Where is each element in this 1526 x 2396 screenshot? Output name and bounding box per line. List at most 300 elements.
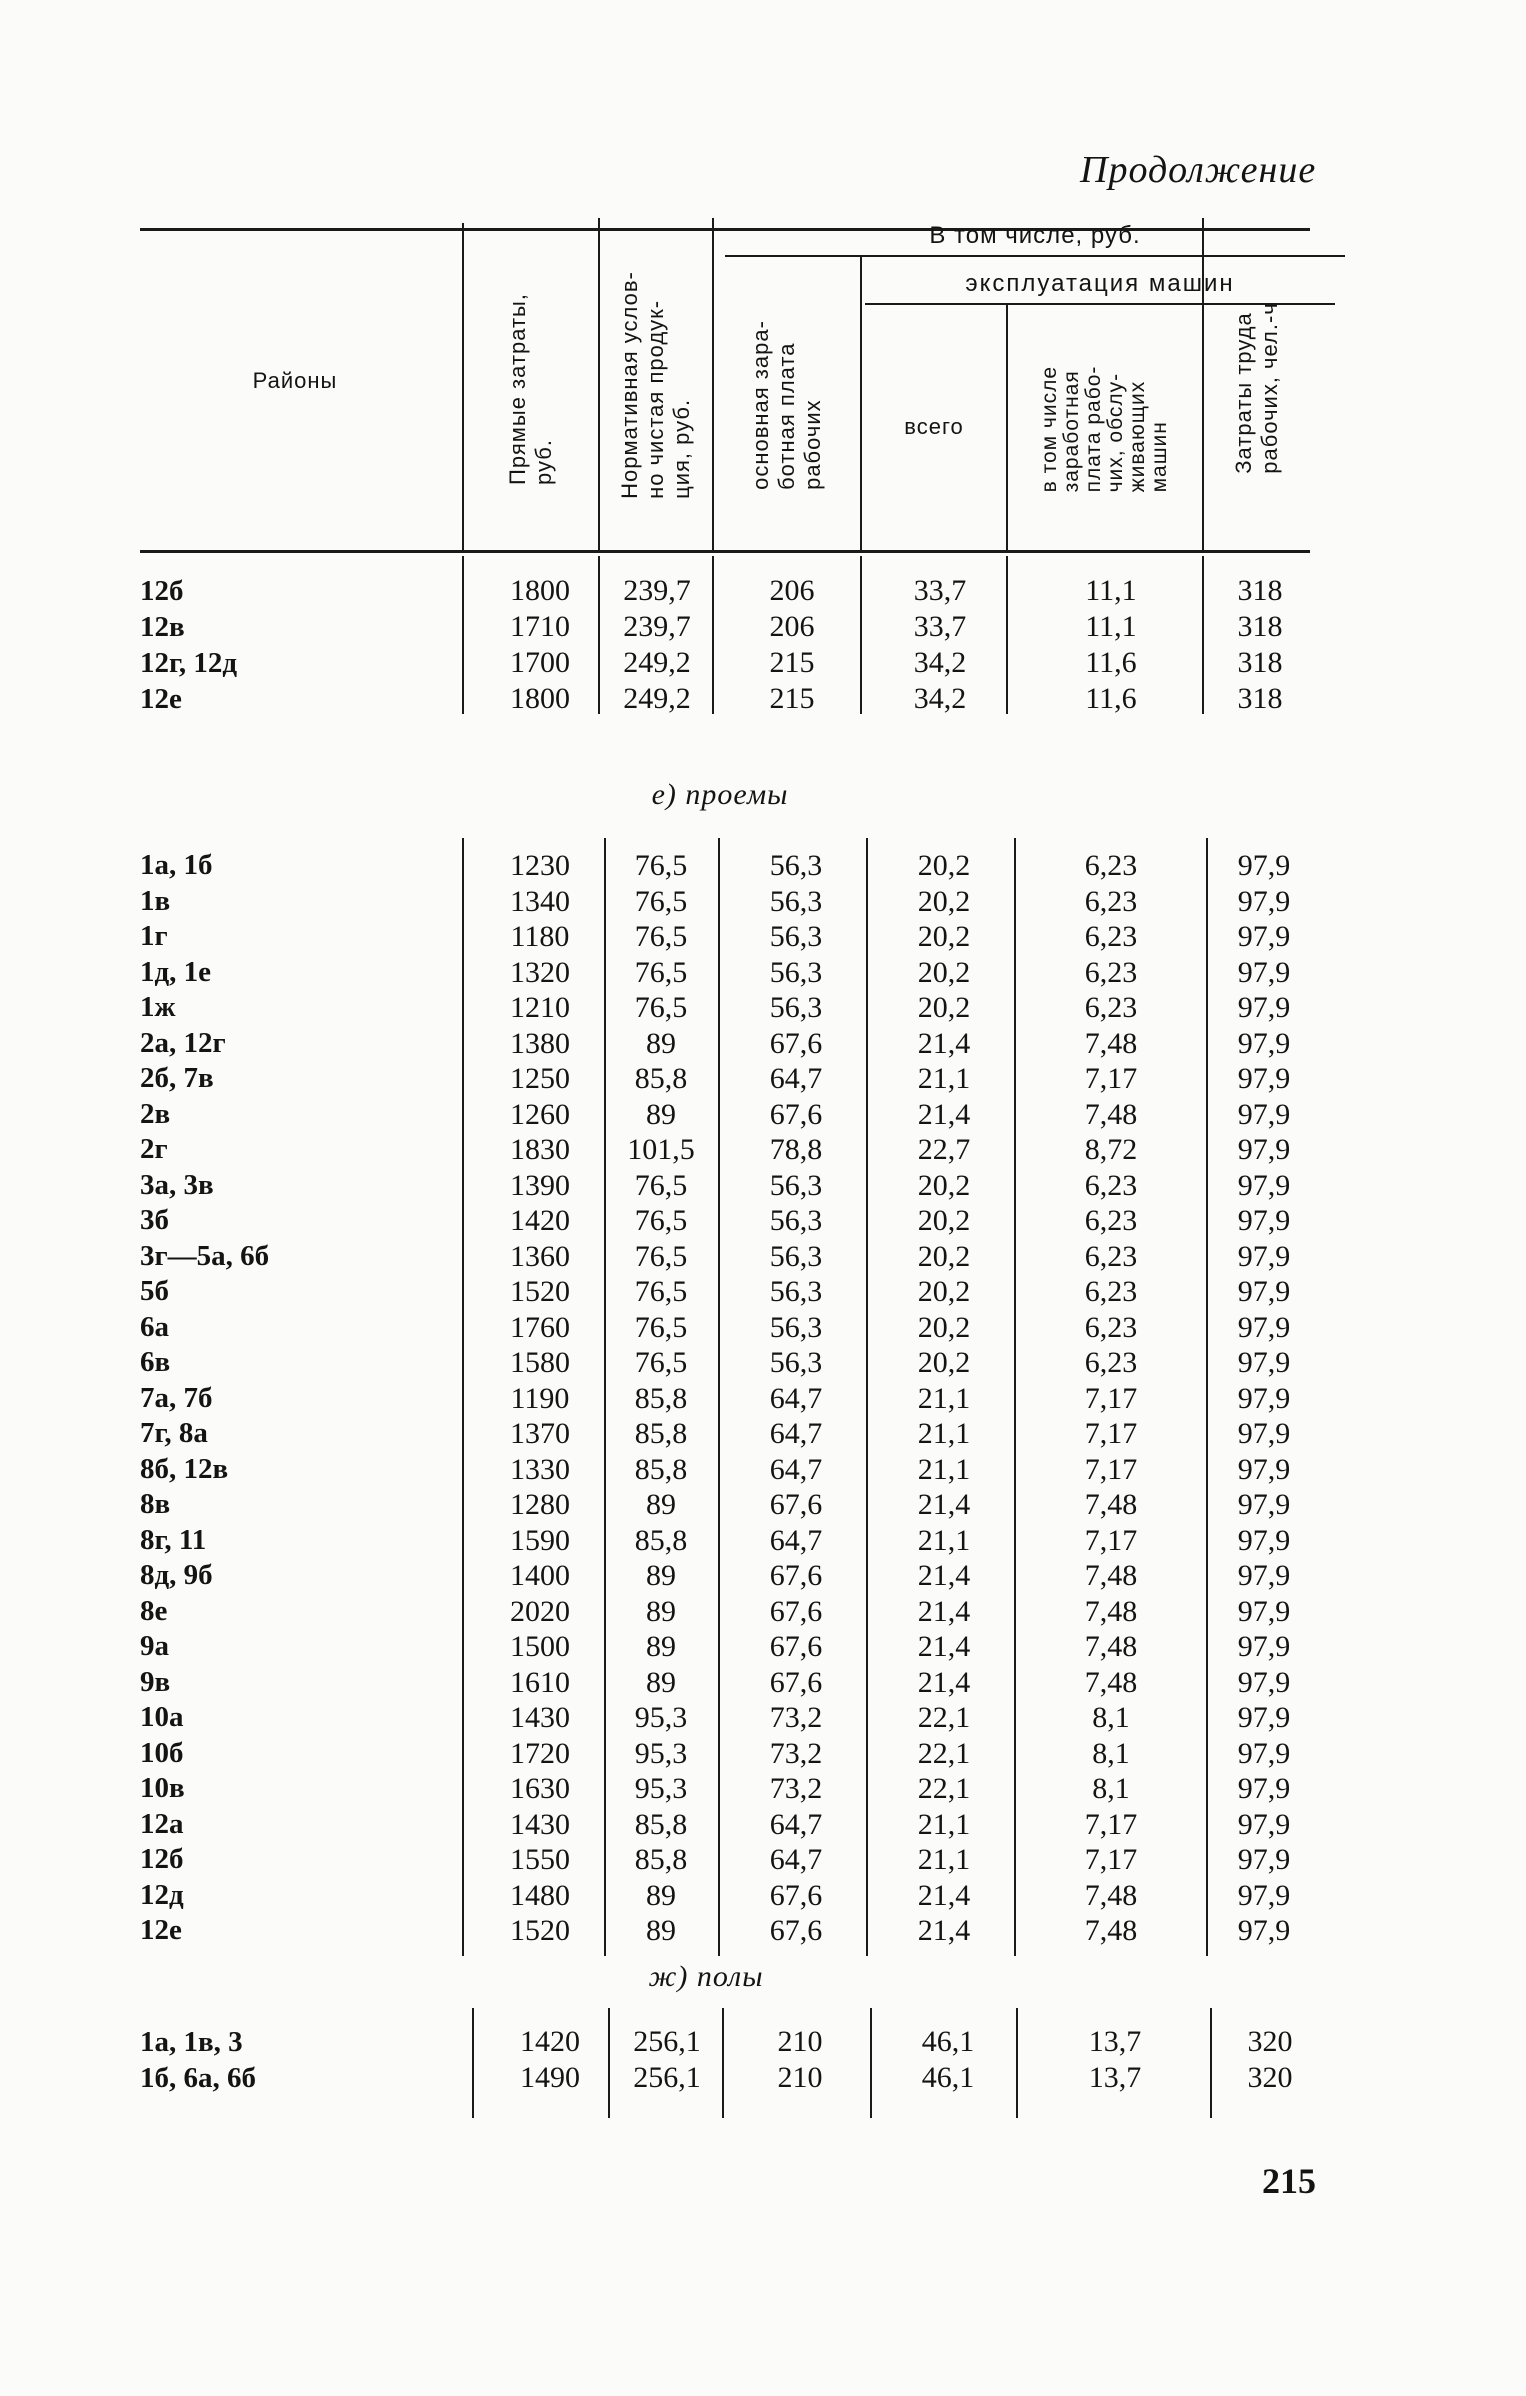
machines-total-cell: 46,1: [921, 2025, 975, 2058]
base-wage-cell: 56,3: [769, 1310, 823, 1344]
region-cell: 2в: [140, 1097, 171, 1130]
machine-wage-cell: 7,48: [1084, 1630, 1138, 1663]
base-wage-cell: 56,3: [769, 849, 823, 882]
base-wage-cell: 215: [769, 646, 815, 679]
normative-product-cell: 85,8: [634, 1807, 688, 1841]
normative-product-cell: 89: [646, 1488, 676, 1521]
normative-product-cell: 85,8: [634, 1523, 688, 1557]
labor-cell: 97,9: [1237, 1310, 1291, 1344]
labor-column: [1220, 2024, 1320, 2096]
normative-product-column: [602, 573, 712, 717]
region-cell: 5б: [140, 1275, 169, 1307]
direct-costs-cell: 1210: [510, 991, 570, 1024]
machine-wage-cell: 6,23: [1084, 920, 1138, 953]
labor-cell: 97,9: [1237, 1452, 1291, 1486]
region-cell: 12в: [140, 611, 185, 643]
direct-costs-cell: 1800: [510, 682, 570, 715]
base-wage-cell: 67,6: [769, 1665, 823, 1699]
machines-total-cell: 21,1: [917, 1062, 971, 1095]
normative-product-cell: 89: [646, 1630, 676, 1663]
region-cell: 9а: [140, 1630, 169, 1662]
labor-cell: 97,9: [1237, 1026, 1291, 1060]
header-base-wage: [714, 262, 860, 548]
direct-costs-cell: 1320: [510, 955, 570, 989]
base-wage-cell: 67,6: [769, 1878, 823, 1912]
machines-total-cell: 22,1: [917, 1736, 971, 1770]
region-cell: 3г—5а, 6б: [140, 1239, 270, 1272]
machines-total-column: [878, 2024, 1018, 2096]
labor-cell: 97,9: [1237, 1736, 1291, 1770]
region-column: [140, 848, 440, 1949]
direct-costs-cell: 1550: [510, 1843, 570, 1876]
machine-wage-column: [1026, 848, 1196, 1949]
labor-cell: 97,9: [1237, 1665, 1291, 1699]
machine-wage-cell: 8,1: [1092, 1701, 1130, 1734]
region-cell: 12г, 12д: [140, 647, 238, 679]
machines-total-cell: 21,4: [917, 1594, 971, 1628]
machine-wage-cell: 8,1: [1092, 1736, 1130, 1770]
header-machine-wage: [1008, 310, 1202, 548]
normative-product-cell: 256,1: [633, 2061, 701, 2094]
machines-total-cell: 21,4: [917, 1488, 971, 1521]
labor-cell: 97,9: [1237, 1417, 1291, 1450]
header-line: чих, обслу-: [1104, 372, 1127, 493]
normative-product-cell: 76,5: [634, 1310, 688, 1344]
region-cell: 12д: [140, 1878, 184, 1911]
machines-total-cell: 20,2: [917, 1310, 971, 1344]
machine-wage-cell: 6,23: [1084, 991, 1138, 1024]
base-wage-column: [722, 573, 862, 717]
normative-product-cell: 85,8: [634, 1843, 688, 1876]
header-line: в том числе: [1038, 365, 1061, 493]
machine-wage-cell: 7,48: [1084, 1914, 1138, 1947]
header-line: рабочих, чел.-ч: [1257, 302, 1282, 474]
machines-total-cell: 21,4: [917, 1026, 971, 1060]
direct-costs-cell: 1430: [510, 1807, 570, 1841]
header-line: Нормативная услов-: [617, 271, 642, 499]
region-cell: 8в: [140, 1488, 171, 1520]
base-wage-cell: 56,3: [769, 1204, 823, 1237]
machine-wage-cell: 7,48: [1084, 1878, 1138, 1912]
machines-total-cell: 20,2: [917, 991, 971, 1024]
header-line: рабочих: [800, 399, 825, 490]
region-cell: 10в: [140, 1772, 185, 1804]
labor-cell: 97,9: [1237, 849, 1291, 882]
base-wage-cell: 56,3: [769, 920, 823, 953]
machine-wage-cell: 6,23: [1084, 884, 1138, 918]
machines-total-column: [874, 848, 1014, 1949]
header-line: машин: [1148, 421, 1171, 493]
machine-wage-cell: 7,48: [1084, 1665, 1138, 1699]
base-wage-column: [726, 848, 866, 1949]
direct-costs-cell: 1420: [510, 1204, 570, 1237]
machines-total-cell: 20,2: [917, 1168, 971, 1202]
direct-costs-cell: 1760: [510, 1310, 570, 1344]
normative-product-cell: 89: [646, 1559, 676, 1592]
labor-column: [1210, 573, 1310, 717]
base-wage-cell: 56,3: [769, 1239, 823, 1273]
direct-costs-cell: 1190: [510, 1381, 570, 1415]
header-normative-product: [600, 222, 712, 548]
region-cell: 12е: [140, 683, 182, 715]
region-cell: 10а: [140, 1701, 184, 1733]
machines-total-cell: 20,2: [917, 1346, 971, 1379]
machines-total-cell: 20,2: [917, 884, 971, 918]
normative-product-cell: 239,7: [623, 574, 691, 607]
labor-cell: 97,9: [1237, 1097, 1291, 1131]
header-direct-costs: [464, 230, 598, 548]
direct-costs-cell: 1630: [510, 1772, 570, 1805]
machine-wage-cell: 11,6: [1085, 682, 1137, 715]
region-cell: 1г: [140, 920, 168, 952]
machine-wage-cell: 6,23: [1084, 955, 1138, 989]
labor-cell: 97,9: [1237, 1878, 1291, 1912]
machines-total-cell: 22,1: [917, 1701, 971, 1734]
machines-total-cell: 21,4: [917, 1665, 971, 1699]
base-wage-cell: 56,3: [769, 1168, 823, 1202]
machine-wage-cell: 13,7: [1088, 2061, 1142, 2094]
labor-cell: 97,9: [1237, 1346, 1291, 1379]
direct-costs-cell: 1700: [510, 646, 570, 679]
direct-costs-cell: 1720: [510, 1736, 570, 1770]
machine-wage-cell: 11,6: [1085, 646, 1137, 679]
region-cell: 12е: [140, 1914, 182, 1946]
machine-wage-cell: 7,48: [1084, 1559, 1138, 1592]
labor-cell: 97,9: [1237, 1381, 1291, 1415]
normative-product-cell: 76,5: [634, 1346, 688, 1379]
region-cell: 2б, 7в: [140, 1062, 214, 1094]
region-cell: 1а, 1б: [140, 849, 213, 881]
region-cell: 12б: [140, 575, 184, 607]
normative-product-cell: 89: [646, 1665, 676, 1699]
machines-total-cell: 21,1: [917, 1523, 971, 1557]
base-wage-cell: 64,7: [769, 1452, 823, 1486]
direct-costs-cell: 1590: [510, 1523, 570, 1557]
normative-product-cell: 76,5: [634, 1275, 688, 1308]
machines-total-cell: 21,4: [917, 1097, 971, 1131]
machine-wage-cell: 7,17: [1084, 1452, 1138, 1486]
normative-product-cell: 76,5: [634, 884, 688, 918]
normative-product-cell: 76,5: [634, 920, 688, 953]
direct-costs-cell: 1230: [510, 849, 570, 882]
region-cell: 9в: [140, 1665, 171, 1698]
labor-cell: 97,9: [1237, 1843, 1291, 1876]
machine-wage-cell: 7,17: [1084, 1807, 1138, 1841]
base-wage-cell: 56,3: [769, 1346, 823, 1379]
labor-cell: 97,9: [1237, 1133, 1291, 1166]
labor-cell: 97,9: [1237, 1630, 1291, 1663]
region-cell: 1а, 1в, 3: [140, 2026, 243, 2058]
direct-costs-cell: 1330: [510, 1452, 570, 1486]
machine-wage-cell: 7,48: [1084, 1594, 1138, 1628]
normative-product-cell: 249,2: [623, 646, 691, 679]
machine-wage-cell: 11,1: [1085, 610, 1137, 643]
header-line: ботная плата: [774, 342, 799, 490]
region-cell: 10б: [140, 1736, 184, 1769]
region-cell: 2г: [140, 1133, 168, 1165]
normative-product-cell: 89: [646, 1026, 676, 1060]
header-divider: [860, 257, 862, 550]
header-line: заработная: [1060, 370, 1083, 493]
labor-cell: 97,9: [1237, 955, 1291, 989]
direct-costs-cell: 1520: [510, 1275, 570, 1308]
machine-wage-cell: 7,17: [1084, 1417, 1138, 1450]
labor-cell: 97,9: [1237, 1239, 1291, 1273]
base-wage-cell: 64,7: [769, 1523, 823, 1557]
header-line: Затраты труда: [1231, 312, 1256, 474]
normative-product-cell: 76,5: [634, 1204, 688, 1237]
direct-costs-cell: 1390: [510, 1168, 570, 1202]
header-line: руб.: [531, 439, 556, 485]
normative-product-cell: 89: [646, 1594, 676, 1628]
region-cell: 3а, 3в: [140, 1168, 214, 1201]
normative-product-cell: 89: [646, 1914, 676, 1947]
base-wage-cell: 73,2: [769, 1736, 823, 1770]
region-cell: 12б: [140, 1843, 184, 1875]
machine-wage-cell: 7,17: [1084, 1062, 1138, 1095]
labor-cell: 97,9: [1237, 1807, 1291, 1841]
header-total: всего: [904, 414, 964, 439]
normative-product-cell: 85,8: [634, 1417, 688, 1450]
machines-total-cell: 20,2: [917, 955, 971, 989]
direct-costs-cell: 1490: [520, 2061, 580, 2094]
machines-total-cell: 22,7: [917, 1133, 971, 1166]
machine-wage-cell: 6,23: [1084, 1168, 1138, 1202]
region-cell: 1д, 1е: [140, 955, 212, 988]
region-cell: 7г, 8а: [140, 1417, 208, 1449]
direct-costs-cell: 2020: [510, 1594, 570, 1628]
machine-wage-cell: 6,23: [1084, 1275, 1138, 1308]
direct-costs-cell: 1830: [510, 1133, 570, 1166]
direct-costs-cell: 1710: [510, 610, 570, 643]
region-cell: 1ж: [140, 991, 176, 1023]
header-labor: [1204, 228, 1310, 548]
normative-product-cell: 76,5: [634, 849, 688, 882]
labor-cell: 97,9: [1237, 1488, 1291, 1521]
direct-costs-cell: 1420: [520, 2025, 580, 2058]
machine-wage-cell: 7,48: [1084, 1097, 1138, 1131]
machine-wage-cell: 6,23: [1084, 1239, 1138, 1273]
machine-wage-cell: 11,1: [1085, 574, 1137, 607]
normative-product-cell: 89: [646, 1097, 676, 1131]
labor-cell: 318: [1237, 682, 1283, 715]
labor-cell: 97,9: [1237, 1523, 1291, 1557]
base-wage-column: [730, 2024, 870, 2096]
direct-costs-cell: 1610: [510, 1665, 570, 1699]
machines-total-cell: 21,1: [917, 1807, 971, 1841]
direct-costs-cell: 1430: [510, 1701, 570, 1734]
machines-total-cell: 20,2: [917, 1204, 971, 1237]
normative-product-cell: 89: [646, 1878, 676, 1912]
labor-column: [1214, 848, 1314, 1949]
base-wage-cell: 73,2: [769, 1772, 823, 1805]
direct-costs-cell: 1480: [510, 1878, 570, 1912]
labor-cell: 97,9: [1237, 1275, 1291, 1308]
region-cell: 8е: [140, 1594, 168, 1627]
machines-total-cell: 46,1: [921, 2061, 975, 2094]
machine-wage-cell: 8,1: [1092, 1772, 1130, 1805]
normative-product-cell: 76,5: [634, 1239, 688, 1273]
machines-total-cell: 33,7: [913, 610, 967, 643]
base-wage-cell: 67,6: [769, 1097, 823, 1131]
direct-costs-cell: 1180: [510, 920, 570, 953]
region-cell: 7а, 7б: [140, 1381, 213, 1414]
machine-wage-cell: 7,48: [1084, 1026, 1138, 1060]
normative-product-column: [606, 848, 716, 1949]
section-block-openings: [140, 848, 1310, 1958]
labor-cell: 320: [1247, 2025, 1293, 2058]
region-cell: 8г, 11: [140, 1523, 207, 1556]
labor-cell: 97,9: [1237, 991, 1291, 1024]
direct-costs-cell: 1400: [510, 1559, 570, 1592]
base-wage-cell: 73,2: [769, 1701, 823, 1734]
section-title-openings: е) проемы: [651, 778, 789, 811]
machines-total-cell: 34,2: [913, 646, 967, 679]
base-wage-cell: 67,6: [769, 1630, 823, 1663]
base-wage-cell: 56,3: [769, 884, 823, 918]
machine-wage-cell: 13,7: [1088, 2025, 1142, 2058]
machine-wage-cell: 8,72: [1084, 1133, 1138, 1166]
direct-costs-column: [490, 2024, 610, 2096]
direct-costs-column: [480, 848, 600, 1949]
machines-total-cell: 21,4: [917, 1878, 971, 1912]
direct-costs-cell: 1380: [510, 1026, 570, 1060]
direct-costs-cell: 1520: [510, 1914, 570, 1947]
direct-costs-cell: 1250: [510, 1062, 570, 1095]
region-cell: 1в: [140, 884, 171, 917]
region-cell: 8д, 9б: [140, 1559, 213, 1591]
region-cell: 2а, 12г: [140, 1026, 226, 1059]
labor-cell: 318: [1237, 574, 1283, 607]
normative-product-cell: 249,2: [623, 682, 691, 715]
machines-total-cell: 21,4: [917, 1630, 971, 1663]
labor-cell: 97,9: [1237, 1772, 1291, 1805]
base-wage-cell: 56,3: [769, 955, 823, 989]
machines-total-cell: 34,2: [913, 682, 967, 715]
normative-product-cell: 256,1: [633, 2025, 701, 2058]
normative-product-cell: 76,5: [634, 991, 688, 1024]
base-wage-cell: 206: [769, 610, 815, 643]
machine-wage-column: [1030, 2024, 1200, 2096]
labor-cell: 97,9: [1237, 1594, 1291, 1628]
normative-product-cell: 85,8: [634, 1452, 688, 1486]
labor-cell: 97,9: [1237, 920, 1291, 953]
machines-total-cell: 21,4: [917, 1559, 971, 1592]
direct-costs-cell: 1340: [510, 884, 570, 918]
header-line: но чистая продук-: [643, 299, 668, 499]
direct-costs-cell: 1370: [510, 1417, 570, 1450]
machines-total-cell: 20,2: [917, 1275, 971, 1308]
machines-total-cell: 20,2: [917, 849, 971, 882]
direct-costs-column: [480, 573, 600, 717]
region-column: [140, 573, 440, 717]
base-wage-cell: 64,7: [769, 1807, 823, 1841]
base-wage-cell: 78,8: [769, 1133, 823, 1166]
machines-total-cell: 21,4: [917, 1914, 971, 1947]
machine-wage-cell: 6,23: [1084, 1346, 1138, 1379]
region-cell: 6а: [140, 1310, 169, 1343]
header-line: основная зара-: [748, 320, 773, 490]
machines-total-cell: 21,1: [917, 1452, 971, 1486]
region-cell: 6в: [140, 1346, 171, 1378]
machines-total-cell: 33,7: [913, 574, 967, 607]
region-cell: 1б, 6а, 6б: [140, 2062, 256, 2094]
machine-wage-cell: 7,48: [1084, 1488, 1138, 1521]
labor-cell: 97,9: [1237, 884, 1291, 918]
direct-costs-cell: 1500: [510, 1630, 570, 1663]
header-line: плата рабо-: [1082, 365, 1105, 493]
region-cell: 3б: [140, 1204, 169, 1236]
normative-product-cell: 101,5: [627, 1133, 695, 1166]
labor-cell: 97,9: [1237, 1559, 1291, 1592]
page-header-continuation: Продолжение: [1080, 149, 1317, 191]
base-wage-cell: 64,7: [769, 1417, 823, 1450]
machine-wage-cell: 6,23: [1084, 849, 1138, 882]
header-bottom-rule: [140, 550, 1310, 553]
machines-total-column: [870, 573, 1010, 717]
direct-costs-cell: 1260: [510, 1097, 570, 1131]
normative-product-cell: 239,7: [623, 610, 691, 643]
base-wage-cell: 56,3: [769, 1275, 823, 1308]
base-wage-cell: 210: [777, 2025, 823, 2058]
header-regions: Районы: [252, 368, 338, 393]
machines-total-cell: 20,2: [917, 920, 971, 953]
machines-total-cell: 21,1: [917, 1381, 971, 1415]
labor-cell: 318: [1237, 610, 1283, 643]
normative-product-cell: 76,5: [634, 955, 688, 989]
base-wage-cell: 64,7: [769, 1381, 823, 1415]
header-including: В том числе, руб.: [929, 222, 1141, 249]
direct-costs-cell: 1360: [510, 1239, 570, 1273]
labor-cell: 97,9: [1237, 1204, 1291, 1237]
labor-cell: 97,9: [1237, 1914, 1291, 1947]
machines-total-cell: 20,2: [917, 1239, 971, 1273]
direct-costs-cell: 1280: [510, 1488, 570, 1521]
region-cell: 8б, 12в: [140, 1452, 229, 1485]
page-number: 215: [1262, 2161, 1316, 2201]
machines-total-cell: 22,1: [917, 1772, 971, 1805]
base-wage-cell: 206: [769, 574, 815, 607]
normative-product-cell: 95,3: [634, 1772, 688, 1805]
machine-wage-cell: 6,23: [1084, 1204, 1138, 1237]
direct-costs-cell: 1800: [510, 574, 570, 607]
machine-wage-cell: 7,17: [1084, 1523, 1138, 1557]
labor-cell: 97,9: [1237, 1062, 1291, 1095]
machine-wage-column: [1026, 573, 1196, 717]
header-line: живающих: [1126, 380, 1149, 493]
normative-product-cell: 85,8: [634, 1062, 688, 1095]
machines-total-cell: 21,1: [917, 1417, 971, 1450]
normative-product-cell: 76,5: [634, 1168, 688, 1202]
labor-cell: 97,9: [1237, 1701, 1291, 1734]
normative-product-cell: 95,3: [634, 1736, 688, 1770]
base-wage-cell: 215: [769, 682, 815, 715]
base-wage-cell: 56,3: [769, 991, 823, 1024]
normative-product-cell: 95,3: [634, 1701, 688, 1734]
direct-costs-cell: 1580: [510, 1346, 570, 1379]
normative-product-cell: 85,8: [634, 1381, 688, 1415]
header-line: ция, руб.: [669, 398, 694, 499]
labor-cell: 320: [1247, 2061, 1293, 2094]
normative-product-column: [612, 2024, 722, 2096]
header-machine-operation: эксплуатация машин: [965, 270, 1235, 297]
base-wage-cell: 67,6: [769, 1559, 823, 1592]
base-wage-cell: 67,6: [769, 1488, 823, 1521]
base-wage-cell: 64,7: [769, 1843, 823, 1876]
machine-wage-cell: 7,17: [1084, 1843, 1138, 1876]
region-cell: 12а: [140, 1807, 184, 1840]
labor-cell: 97,9: [1237, 1168, 1291, 1202]
